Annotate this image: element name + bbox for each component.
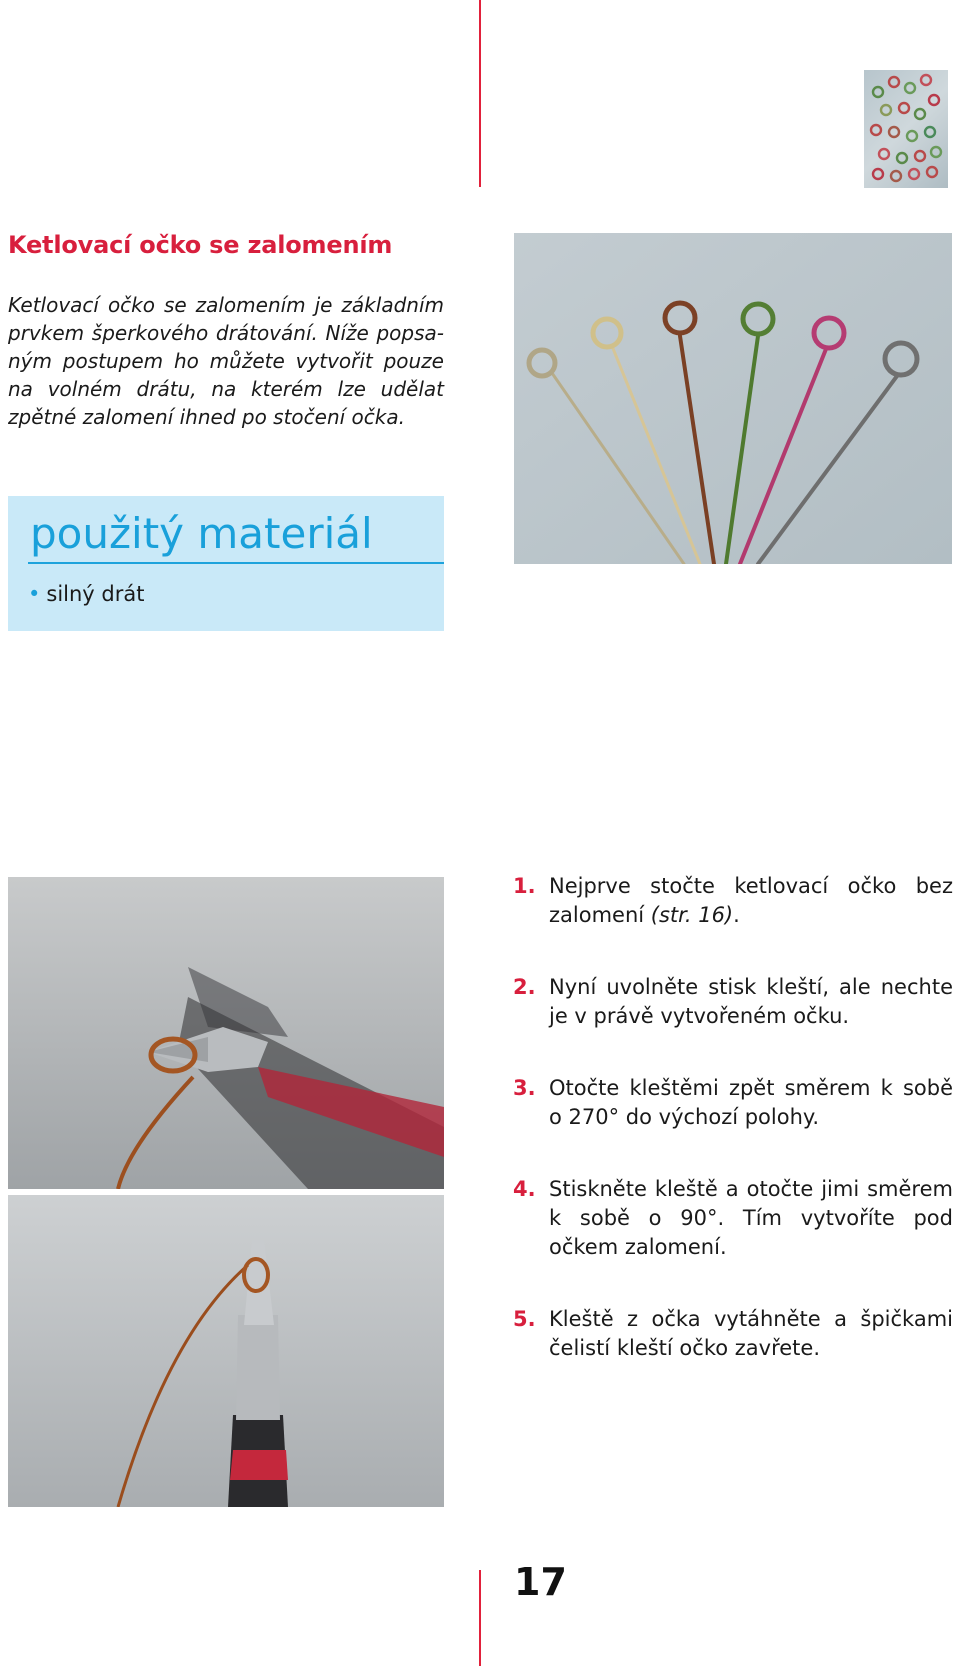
step-item bbox=[513, 1074, 953, 1132]
step-item bbox=[513, 1175, 953, 1262]
material-item bbox=[28, 580, 144, 608]
steps-list bbox=[513, 872, 953, 1406]
material-heading: použitý materiál bbox=[30, 509, 373, 558]
material-box bbox=[8, 496, 444, 631]
intro-paragraph: Ketlovací očko se zalomením je základním prvkem šperkového drátování. Níže popsaným postupem ho můžete vytvořit pouze na volném drátu, na kterém lze udělat zpětné zalomení ihned po stočení očka. bbox=[8, 293, 444, 429]
step-number: 4. bbox=[513, 1177, 536, 1201]
page-number: 17 bbox=[514, 1560, 567, 1604]
step-number: 5. bbox=[513, 1307, 536, 1331]
step-page-reference: (str. 16) bbox=[650, 903, 734, 927]
eye-pins-photo bbox=[514, 233, 952, 564]
section-title: Ketlovací očko se zalomením bbox=[8, 231, 393, 259]
bottom-divider-line bbox=[479, 1570, 481, 1666]
jump-rings-thumbnail bbox=[864, 70, 948, 188]
jump-rings-image bbox=[864, 70, 948, 188]
material-item-label: silný drát bbox=[46, 582, 145, 606]
step-text: Stiskněte kleště a otočte jimi směrem k sobě o 90°. Tím vytvoříte pod očkem zalomení. bbox=[549, 1177, 953, 1259]
step-text: Nejprve stočte ketlovací očko bez zalomení bbox=[549, 874, 953, 927]
material-divider bbox=[28, 562, 444, 564]
step-item bbox=[513, 1305, 953, 1363]
step-number: 1. bbox=[513, 874, 536, 898]
step-number: 3. bbox=[513, 1076, 536, 1100]
step-photo-2 bbox=[8, 1195, 444, 1507]
step-text: Nyní uvolněte stisk kleští, ale nechte je v právě vytvořeném očku. bbox=[549, 975, 953, 1028]
step-item bbox=[513, 872, 953, 930]
step-text-end: . bbox=[733, 903, 740, 927]
step-text: Kleště z očka vytáhněte a špičkami čelistí kleští očko zavřete. bbox=[549, 1307, 953, 1360]
step-text: Otočte kleštěmi zpět směrem k sobě o 270° do výchozí polohy. bbox=[549, 1076, 953, 1129]
bullet-icon: • bbox=[28, 582, 41, 606]
step-photo-1 bbox=[8, 877, 444, 1189]
material-list bbox=[28, 580, 144, 608]
step-number: 2. bbox=[513, 975, 536, 999]
step-item bbox=[513, 973, 953, 1031]
top-divider-line bbox=[479, 0, 481, 187]
